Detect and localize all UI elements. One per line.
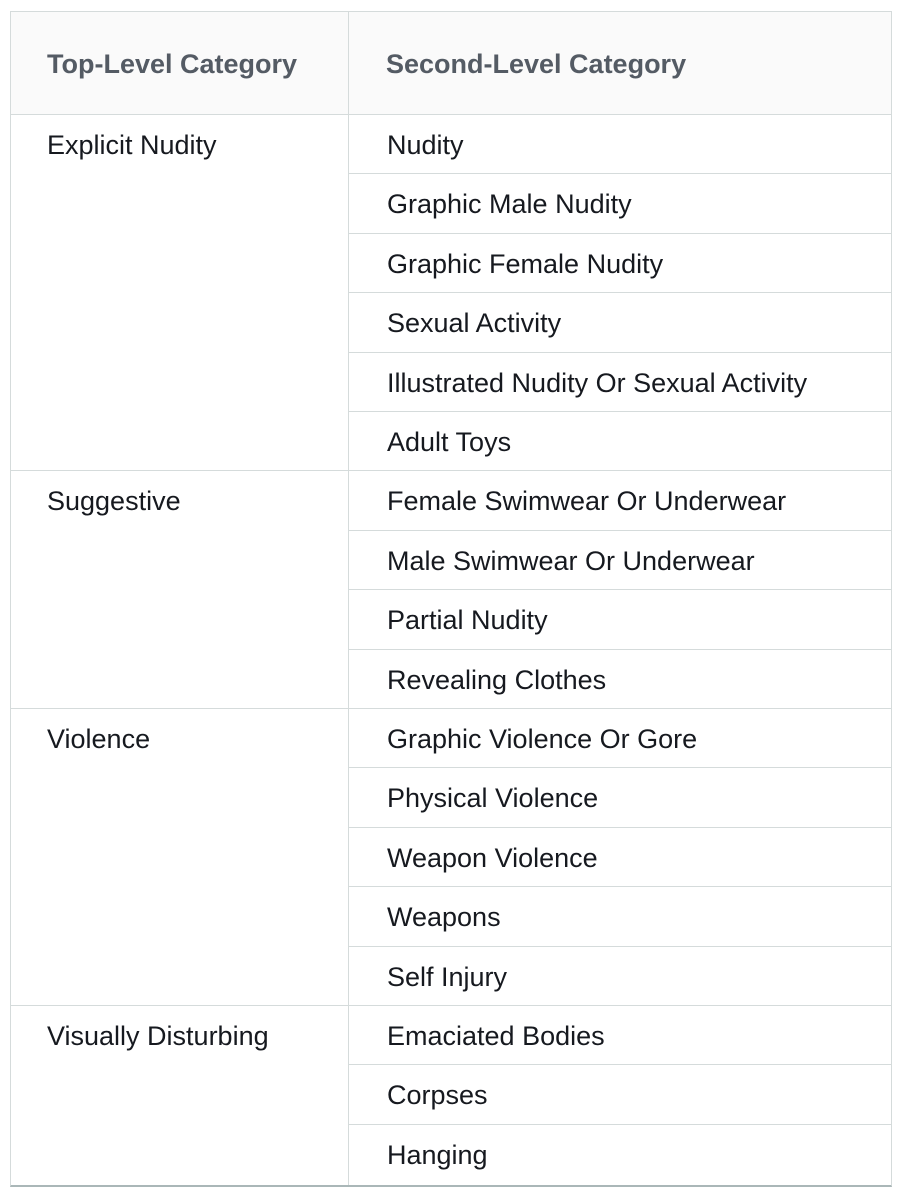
second-level-category-cell: Corpses <box>387 1080 488 1111</box>
table-row <box>349 828 891 887</box>
top-level-category-cell: Suggestive <box>47 486 181 517</box>
second-level-category-cell: Graphic Female Nudity <box>387 248 664 279</box>
table-row <box>349 234 891 293</box>
second-level-category-cell: Graphic Violence Or Gore <box>387 724 698 754</box>
second-level-category-cell: Graphic Male Nudity <box>387 189 632 220</box>
second-level-category-cell: Physical Violence <box>387 783 599 814</box>
table-row <box>349 353 891 412</box>
table-row <box>349 709 891 768</box>
table-row <box>349 1006 891 1065</box>
second-level-category-cell: Revealing Clothes <box>387 664 607 695</box>
header-second-level-category: Second-Level Category <box>386 49 687 79</box>
second-level-category-cell: Adult Toys <box>387 427 512 457</box>
second-level-category-cell: Illustrated Nudity Or Sexual Activity <box>387 367 808 398</box>
second-level-category-cell: Hanging <box>387 1139 488 1170</box>
second-level-category-cell: Weapon Violence <box>387 842 598 873</box>
top-level-category-cell: Visually Disturbing <box>47 1021 269 1051</box>
table-row <box>349 115 891 174</box>
table-row <box>349 650 891 709</box>
category-table <box>10 11 892 1187</box>
table-row <box>349 887 891 946</box>
top-level-category-cell: Violence <box>47 724 151 754</box>
second-level-category-cell: Nudity <box>387 130 464 160</box>
second-level-category-cell: Female Swimwear Or Underwear <box>387 486 787 517</box>
category-group <box>11 709 891 1006</box>
table-header-row <box>11 12 891 115</box>
table-row <box>349 947 891 1006</box>
second-level-category-cell: Partial Nudity <box>387 605 548 636</box>
header-top-level-category: Top-Level Category <box>47 49 298 79</box>
table-row <box>349 412 891 471</box>
table-row <box>349 471 891 530</box>
table-row <box>349 531 891 590</box>
second-level-category-cell: Emaciated Bodies <box>387 1021 605 1051</box>
second-level-category-cell: Male Swimwear Or Underwear <box>387 545 755 576</box>
top-level-category-cell: Explicit Nudity <box>47 130 217 160</box>
table-row <box>349 293 891 352</box>
table-row <box>349 174 891 233</box>
second-level-category-cell: Self Injury <box>387 961 508 992</box>
second-level-category-cell: Weapons <box>387 902 501 933</box>
category-group <box>11 1006 891 1184</box>
table-row <box>349 768 891 827</box>
table-row <box>349 1125 891 1184</box>
category-group <box>11 115 891 471</box>
table-row <box>349 590 891 649</box>
table-row <box>349 1065 891 1124</box>
category-group <box>11 471 891 709</box>
second-level-category-cell: Sexual Activity <box>387 308 562 339</box>
